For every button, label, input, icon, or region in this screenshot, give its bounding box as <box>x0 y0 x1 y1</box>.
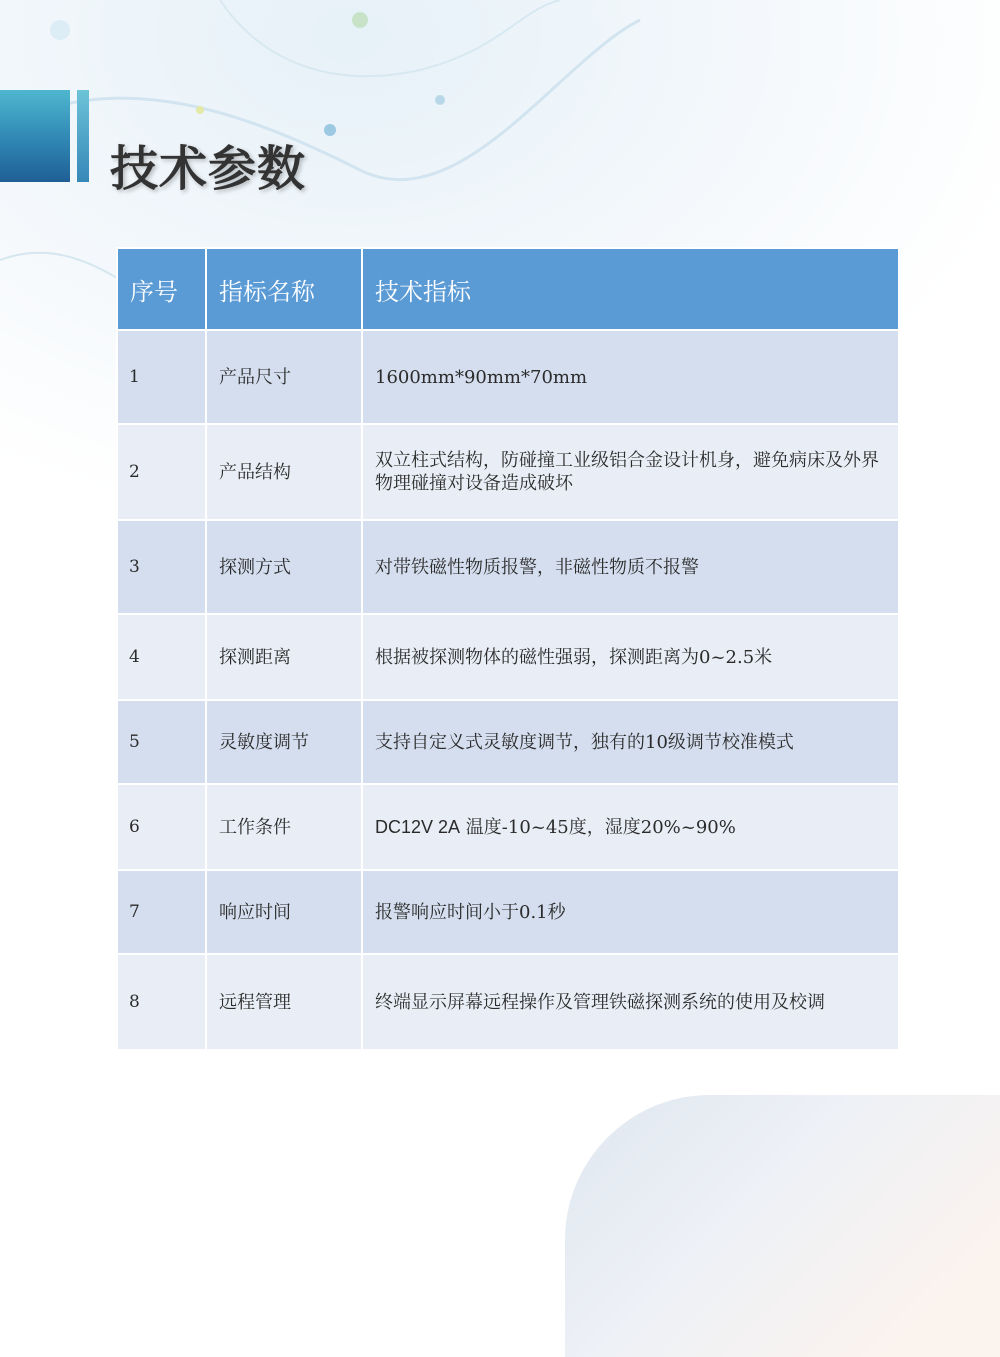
row-name: 工作条件 <box>206 784 362 870</box>
table-header-row <box>117 248 899 330</box>
row-number: 7 <box>117 870 206 954</box>
title-accent-bar-thin <box>77 90 89 182</box>
row-name: 产品结构 <box>206 424 362 520</box>
table-row <box>117 954 899 1050</box>
row-number: 3 <box>117 520 206 614</box>
row-number: 8 <box>117 954 206 1050</box>
table-row <box>117 330 899 424</box>
row-number: 1 <box>117 330 206 424</box>
column-header-name: 指标名称 <box>206 248 362 330</box>
column-header-spec: 技术指标 <box>362 248 899 330</box>
table-row <box>117 614 899 700</box>
row-value: 双立柱式结构，防碰撞工业级铝合金设计机身，避免病床及外界物理碰撞对设备造成破坏 <box>362 424 899 520</box>
table-row <box>117 520 899 614</box>
table-row <box>117 784 899 870</box>
row-name: 响应时间 <box>206 870 362 954</box>
row-value: 对带铁磁性物质报警，非磁性物质不报警 <box>362 520 899 614</box>
table-row <box>117 700 899 784</box>
column-header-no: 序号 <box>117 248 206 330</box>
row-number: 5 <box>117 700 206 784</box>
row-value-lead: DC12V 2A <box>375 816 461 837</box>
row-number: 6 <box>117 784 206 870</box>
table-row <box>117 870 899 954</box>
row-name: 探测距离 <box>206 614 362 700</box>
row-value <box>362 784 899 870</box>
row-name: 探测方式 <box>206 520 362 614</box>
row-number: 2 <box>117 424 206 520</box>
spec-table <box>116 247 900 1051</box>
row-value-rest: 温度-10~45度，湿度20%~90% <box>465 816 736 838</box>
table-row <box>117 424 899 520</box>
row-name: 远程管理 <box>206 954 362 1050</box>
row-number: 4 <box>117 614 206 700</box>
title-accent-bar <box>0 90 70 182</box>
row-value: 根据被探测物体的磁性强弱，探测距离为0~2.5米 <box>362 614 899 700</box>
row-value: 1600mm*90mm*70mm <box>362 330 899 424</box>
row-name: 产品尺寸 <box>206 330 362 424</box>
row-value: 支持自定义式灵敏度调节，独有的10级调节校准模式 <box>362 700 899 784</box>
row-name: 灵敏度调节 <box>206 700 362 784</box>
page-title: 技术参数 <box>110 141 307 197</box>
row-value: 终端显示屏幕远程操作及管理铁磁探测系统的使用及校调 <box>362 954 899 1050</box>
row-value: 报警响应时间小于0.1秒 <box>362 870 899 954</box>
